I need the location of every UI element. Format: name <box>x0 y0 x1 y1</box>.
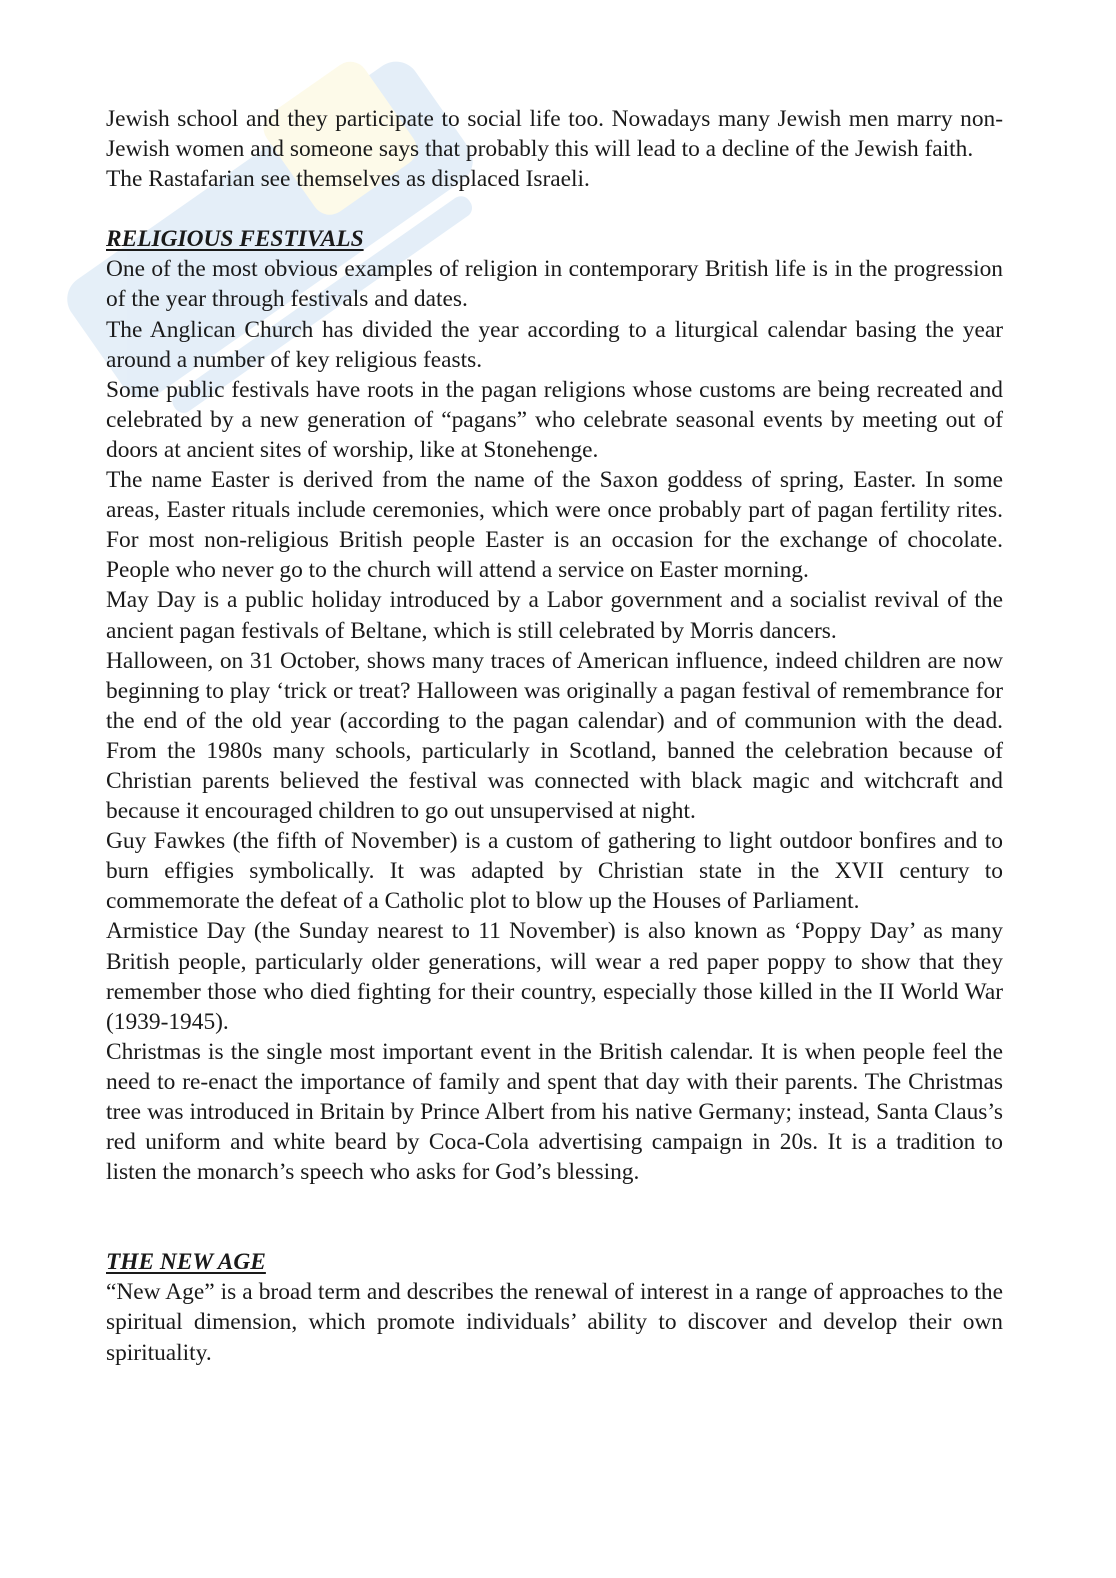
festivals-paragraph-2: The Anglican Church has divided the year according to a liturgical calendar basing the year around a number of key religious feasts. <box>106 316 1003 373</box>
festivals-paragraph-9: Christmas is the single most important event in the British calendar. It is when people feel the need to re-enact the importance of family and spent that day with their parents. The Christmas tree was introduced in Britain by Prince Albert from his native Germany; instead, Santa Claus’s red uniform and white beard by Coca-Cola advertising campaign in 20s. It is a tradition to listen the monarch’s speech who asks for God’s blessing. <box>106 1038 1003 1186</box>
new-age-heading: THE NEW AGE <box>106 1249 266 1276</box>
document-page <box>106 104 1003 1368</box>
festivals-paragraph-7: Guy Fawkes (the fifth of November) is a custom of gathering to light outdoor bonfires and to burn effigies symbolically. It was adapted by Christian state in the XVII century to commemorate the defeat of a Catholic plot to blow up the Houses of Parliament. <box>106 828 1003 915</box>
religious-festivals-heading: RELIGIOUS FESTIVALS <box>106 226 364 253</box>
new-age-paragraph-1: “New Age” is a broad term and describes the renewal of interest in a range of approaches to the spiritual dimension, which promote individuals’ ability to discover and develop their own spirituality. <box>106 1279 1003 1366</box>
intro-paragraph-1: Jewish school and they participate to social life too. Nowadays many Jewish men marry non-Jewish women and someone says that probably this will lead to a decline of the Jewish faith. <box>106 106 1003 163</box>
festivals-paragraph-8: Armistice Day (the Sunday nearest to 11 November) is also known as ‘Poppy Day’ as many British people, particularly older generations, will wear a red paper poppy to show that they remember those who died fighting for their country, especially those killed in the II World War (1939-1945). <box>106 918 1003 1035</box>
festivals-paragraph-4: The name Easter is derived from the name of the Saxon goddess of spring, Easter. In some areas, Easter rituals include ceremonies, which were once probably part of pagan fertility rites. For most non-religious British people Easter is an occasion for the exchange of chocolate. People who never go to the church will attend a service on Easter morning. <box>106 467 1003 584</box>
festivals-paragraph-6: Halloween, on 31 October, shows many traces of American influence, indeed children are now beginning to play ‘trick or treat? Halloween was originally a pagan festival of remembrance for the end of the old year (according to the pagan calendar) and of communion with the dead. From the 1980s many schools, particularly in Scotland, banned the celebration because of Christian parents believed the festival was connected with black magic and witchcraft and because it encouraged children to go out unsupervised at night. <box>106 647 1003 825</box>
festivals-paragraph-3: Some public festivals have roots in the pagan religions whose customs are being recreated and celebrated by a new generation of “pagans” who celebrate seasonal events by meeting out of doors at ancient sites of worship, like at Stonehenge. <box>106 376 1003 463</box>
intro-paragraph-2: The Rastafarian see themselves as displaced Israeli. <box>106 166 590 193</box>
festivals-paragraph-5: May Day is a public holiday introduced by a Labor government and a socialist revival of the ancient pagan festivals of Beltane, which is still celebrated by Morris dancers. <box>106 587 1003 644</box>
festivals-paragraph-1: One of the most obvious examples of religion in contemporary British life is in the progression of the year through festivals and dates. <box>106 256 1003 313</box>
